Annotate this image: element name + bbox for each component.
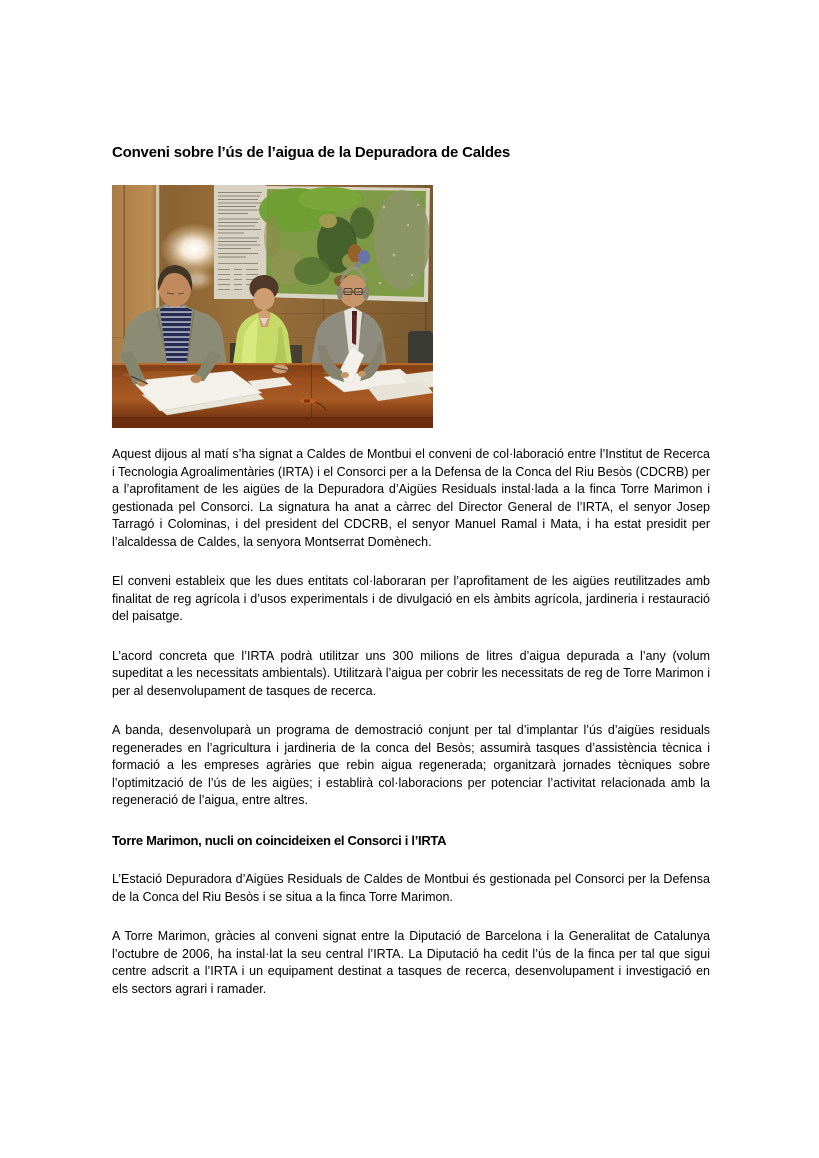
section-subheading: Torre Marimon, nucli on coincideixen el Consorci i l’IRTA xyxy=(112,832,447,848)
paragraph-torre-marimon: A Torre Marimon, gràcies al conveni signat entre la Diputació de Barcelona i la Generalitat de Catalunya l’octubre de 2006, ha instal·lat la seu central l’IRTA. La Diputació ha cedit l’ús de la finca per tal que sigui centre adscrit a l’IRTA i un equipament destinat a tasques de recerca, desenvolupament i investigació en els sectors agrari i ramader. xyxy=(112,929,710,996)
article-body xyxy=(112,446,710,1020)
paragraph-water-volume: L’acord concreta que l’IRTA podrà utilitzar uns 300 milions de litres d’aigua depurada a l’any (volum supeditat a les necessitats ambientals). Utilitzarà l’aigua per cobrir les necessitats de reg de Torre Marimon i per al desenvolupament de tasques de recerca. xyxy=(112,648,710,698)
paragraph-agreement-scope: El conveni estableix que les dues entitats col·laboraran per l’aprofitament de les aigües reutilitzades amb finalitat de reg agrícola i d’usos experimentals i de divulgació en els àmbits agrícola, jardineria i restauració del paisatge. xyxy=(112,574,710,623)
article-photo xyxy=(112,185,433,428)
article-title: Conveni sobre l’ús de l’aigua de la Depuradora de Caldes xyxy=(112,144,511,161)
paragraph-demo-program: A banda, desenvoluparà un programa de demostració conjunt per tal d’implantar l’ús d’aigües residuals regenerades en l’agricultura i jardineria de la conca del Besòs; assumirà tasques d’assistència tècnica i formació a les empreses agràries que rebin aigua regenerada; organitzarà jornades tècniques sobre l’optimització de l’ús de les aigües; i establirà col·laboracions per potenciar l’activitat relacionada amb la regeneració de l’aigua, entre altres. xyxy=(112,723,710,807)
signing-photo-illustration xyxy=(112,185,433,428)
paragraph-depuradora: L’Estació Depuradora d’Aigües Residuals de Caldes de Montbui és gestionada pel Consorci per la Defensa de la Conca del Riu Besòs i se situa a la finca Torre Marimon. xyxy=(112,872,710,904)
paragraph-signing: Aquest dijous al matí s’ha signat a Caldes de Montbui el conveni de col·laboració entre l’Institut de Recerca i Tecnologia Agroalimentàries (IRTA) i el Consorci per a la Defensa de la Conca del Riu Besòs (CDCRB) per a l’aprofitament de les aigües de la Depuradora d’Aigües Residuals instal·lada a la finca Torre Marimon i gestionada pel Consorci. La signatura ha anat a càrrec del Director General de l’IRTA, el senyor Josep Tarragó i Colominas, i del president del CDCRB, el senyor Manuel Ramal i Mata, i ha estat presidit per l’alcaldessa de Caldes, la senyora Montserrat Domènech. xyxy=(112,447,710,549)
